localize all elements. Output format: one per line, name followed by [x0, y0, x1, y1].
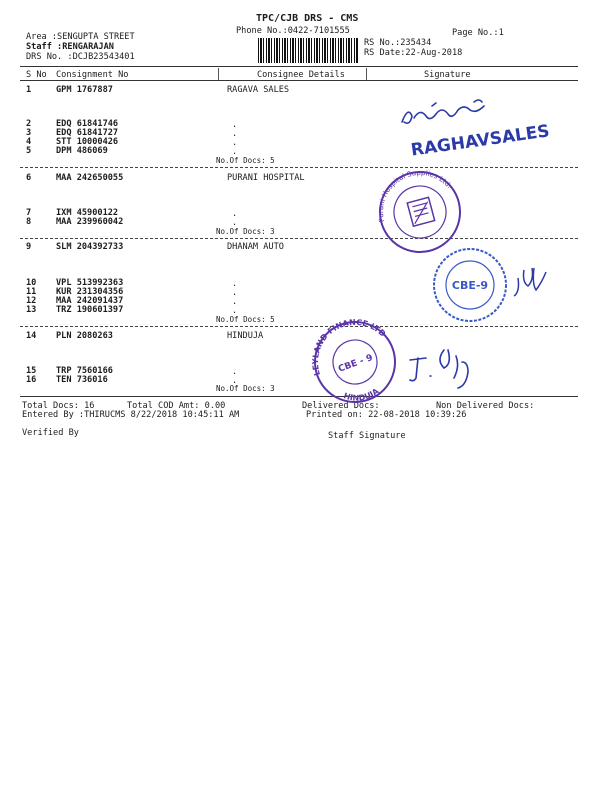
- ragava-handwriting: RAGHAVSALES: [409, 121, 551, 161]
- row-consignment: VPL 513992363: [56, 278, 124, 288]
- row-consignment: KUR 231304356: [56, 287, 124, 297]
- hinduja-stamp-top: LEYLAND FINANCE LTD: [310, 317, 388, 377]
- total-cod: Total COD Amt: 0.00: [127, 401, 226, 411]
- row-sno: 10: [26, 278, 37, 288]
- row-sno: 14: [26, 331, 37, 341]
- dhanam-code: CBE-9: [451, 279, 489, 292]
- row-consignment: MAA 239960042: [56, 217, 124, 227]
- row-sno: 11: [26, 287, 37, 297]
- row-consignment: MAA 242650055: [56, 173, 124, 183]
- bullet-dot: .: [232, 138, 238, 148]
- row-sno: 2: [26, 119, 32, 129]
- row-consignment: SLM 204392733: [56, 242, 124, 252]
- entered-by: Entered By :THIRUCMS 8/22/2018 10:45:11 AM: [22, 410, 240, 420]
- non-delivered-docs: Non Delivered Docs:: [436, 401, 535, 411]
- bullet-dot: .: [232, 120, 238, 130]
- ragava-signature: [402, 100, 484, 123]
- purani-stamp-text: Purani Hospital Supplies Ltd.: [376, 168, 454, 223]
- purani-stamp: [367, 160, 469, 262]
- staff: Staff :RENGARAJAN: [26, 42, 114, 52]
- hinduja-signature: [410, 350, 468, 388]
- hinduja-code: CBE - 9: [337, 353, 375, 375]
- delivered-docs: Delivered Docs:: [302, 401, 380, 411]
- bullet-dot: .: [232, 147, 238, 157]
- bullet-dot: .: [232, 306, 238, 316]
- row-consignment: EDQ 61841746: [56, 119, 119, 129]
- dhanam-signature: [514, 268, 546, 296]
- document-title: TPC/CJB DRS - CMS: [256, 13, 359, 24]
- row-sno: 16: [26, 375, 37, 385]
- col-signature: Signature: [424, 70, 471, 80]
- dhanam-stamp: [434, 249, 506, 321]
- row-consignment: MAA 242091437: [56, 296, 124, 306]
- docs-count: No.Of Docs: 5: [216, 156, 275, 165]
- consignee-name: RAGAVA SALES: [227, 85, 290, 95]
- row-sno: 13: [26, 305, 37, 315]
- bullet-dot: .: [232, 376, 238, 386]
- row-sno: 5: [26, 146, 32, 156]
- phone-number: Phone No.:0422-7101555: [236, 26, 350, 36]
- area: Area :SENGUPTA STREET: [26, 32, 135, 42]
- bullet-dot: .: [232, 297, 238, 307]
- docs-count: No.Of Docs: 5: [216, 315, 275, 324]
- row-sno: 15: [26, 366, 37, 376]
- bullet-dot: .: [232, 218, 238, 228]
- row-sno: 12: [26, 296, 37, 306]
- docs-count: No.Of Docs: 3: [216, 384, 275, 393]
- svg-text:HINDUJA: [340, 380, 382, 409]
- bullet-dot: .: [232, 367, 238, 377]
- svg-text:Purani Hospital Supplies Ltd.: [367, 160, 458, 223]
- row-consignment: DPM 486069: [56, 146, 108, 156]
- total-docs: Total Docs: 16: [22, 401, 95, 411]
- col-consignee: Consignee Details: [257, 70, 345, 80]
- row-sno: 3: [26, 128, 32, 138]
- row-sno: 1: [26, 85, 32, 95]
- row-consignment: GPM 1767887: [56, 85, 113, 95]
- docs-count: No.Of Docs: 3: [216, 227, 275, 236]
- row-consignment: STT 10000426: [56, 137, 119, 147]
- rs-number: RS No.:235434: [364, 38, 432, 48]
- bullet-dot: .: [232, 288, 238, 298]
- row-consignment: EDQ 61841727: [56, 128, 119, 138]
- row-sno: 9: [26, 242, 32, 252]
- bullet-dot: .: [232, 209, 238, 219]
- row-sno: 8: [26, 217, 32, 227]
- staff-signature-label: Staff Signature: [328, 431, 406, 441]
- rs-date: RS Date:22-Aug-2018: [364, 48, 463, 58]
- consignee-name: HINDUJA: [227, 331, 264, 341]
- hinduja-stamp-bottom: HINDUJA: [342, 386, 381, 403]
- hinduja-stamp: [298, 307, 407, 416]
- row-sno: 4: [26, 137, 32, 147]
- consignee-name: PURANI HOSPITAL: [227, 173, 305, 183]
- row-sno: 7: [26, 208, 32, 218]
- row-consignment: TRZ 190601397: [56, 305, 124, 315]
- verified-by: Verified By: [22, 428, 79, 438]
- consignee-name: DHANAM AUTO: [227, 242, 284, 252]
- page-number: Page No.:1: [452, 28, 504, 38]
- drs-number: DRS No. :DCJB23543401: [26, 52, 135, 62]
- row-consignment: TEN 736016: [56, 375, 108, 385]
- bullet-dot: .: [232, 279, 238, 289]
- row-consignment: TRP 7560166: [56, 366, 113, 376]
- bullet-dot: .: [232, 129, 238, 139]
- row-consignment: IXM 45900122: [56, 208, 119, 218]
- col-consignment: Consignment No: [56, 70, 129, 80]
- printed-on: Printed on: 22-08-2018 10:39:26: [306, 410, 467, 420]
- row-consignment: PLN 2080263: [56, 331, 113, 341]
- row-sno: 6: [26, 173, 32, 183]
- col-sno: S No: [26, 70, 47, 80]
